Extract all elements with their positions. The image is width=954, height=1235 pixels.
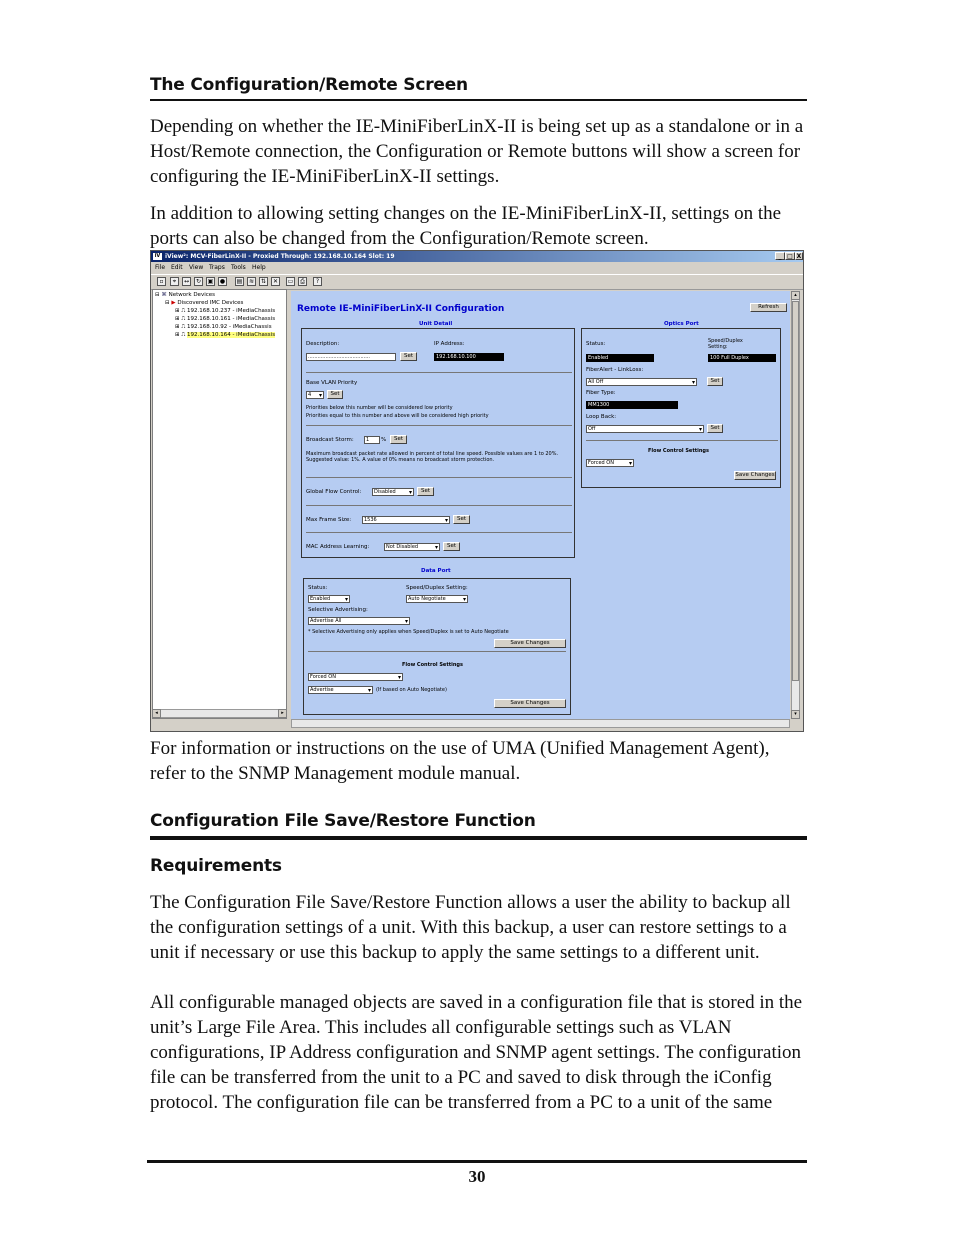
data-status-select[interactable]: Enabled ▾ bbox=[308, 595, 350, 603]
app-screenshot bbox=[150, 250, 804, 732]
divider bbox=[306, 505, 572, 506]
second-paragraph bbox=[150, 201, 810, 251]
divider bbox=[306, 372, 572, 373]
optics-status-label: Status: bbox=[586, 341, 606, 347]
mac-learning-select[interactable]: Not Disabled ▾ bbox=[384, 543, 440, 551]
toolbar bbox=[151, 274, 803, 290]
divider bbox=[308, 651, 566, 652]
ip-address-label: IP Address: bbox=[434, 341, 465, 347]
global-flow-control-select[interactable]: Disabled ▾ bbox=[372, 488, 414, 496]
tree-item-label: 192.168.10.164 - iMediaChassis bbox=[186, 332, 276, 338]
max-frame-size-select[interactable]: 1536 ▾ bbox=[362, 516, 450, 524]
fiberalert-label: FiberAlert - LinkLoss: bbox=[586, 367, 644, 373]
device-icon[interactable]: ▣ bbox=[207, 278, 214, 285]
vlan-priority-select[interactable]: 4 ▾ bbox=[306, 391, 324, 399]
optics-port-heading: Optics Port bbox=[664, 321, 699, 327]
main-vscroll[interactable] bbox=[791, 291, 800, 719]
page-number: 30 bbox=[468, 1167, 486, 1186]
optics-port-panel bbox=[581, 328, 781, 488]
loopback-set-button[interactable]: Set bbox=[707, 424, 723, 433]
section-heading-config-file: Configuration File Save/Restore Function bbox=[150, 811, 536, 831]
tree-item[interactable]: ⊞ ⎍ 192.168.10.92 - iMediaChassis bbox=[175, 324, 272, 330]
scroll-thumb[interactable] bbox=[792, 301, 799, 681]
vlan-priority-label: Base VLAN Priority bbox=[306, 380, 358, 386]
window-titlebar bbox=[151, 251, 803, 262]
intro-text: Depending on whether the IE-MiniFiberLinX-II is being set up as a standalone or in a Host/Remote connection, the Configuration or Remote buttons will show a screen for configuring the IE-MiniFiberLinX-II settings. bbox=[150, 116, 804, 187]
device-tree bbox=[152, 289, 287, 719]
tree-item[interactable]: ⊞ ⎍ 192.168.10.161 - iMediaChassis bbox=[175, 316, 276, 322]
heading-rule-thick bbox=[150, 836, 807, 840]
section-heading-configuration-remote: The Configuration/Remote Screen bbox=[150, 75, 468, 95]
data-status-label: Status: bbox=[308, 585, 328, 591]
vlan-set-button[interactable]: Set bbox=[327, 390, 343, 399]
optics-flow-title: Flow Control Settings bbox=[648, 448, 709, 454]
max-frame-size-label: Max Frame Size: bbox=[306, 517, 352, 523]
divider bbox=[586, 440, 778, 441]
refresh-button[interactable]: Refresh bbox=[750, 303, 787, 312]
network-icon[interactable]: ⌖ bbox=[170, 277, 179, 286]
optics-save-button[interactable]: Save Changes bbox=[735, 472, 775, 478]
tree-item-label: 192.168.10.237 - iMediaChassis bbox=[186, 308, 276, 314]
broadcast-storm-note: Maximum broadcast packet rate allowed in percent of total line speed. Possible values are 1 to 20%. Suggested value: 1%. A value of 0% means no broadcast storm protection. bbox=[306, 451, 559, 463]
optics-status-value: Enabled bbox=[586, 354, 654, 362]
close-button[interactable]: X bbox=[796, 253, 802, 260]
tree-root[interactable]: ⊟ ⌘ Network Devices bbox=[155, 292, 215, 298]
config-pane bbox=[291, 291, 790, 719]
fiber-type-value: MM1300 bbox=[586, 401, 678, 409]
intro-paragraph bbox=[150, 114, 810, 189]
fiberalert-set-button[interactable]: Set bbox=[707, 377, 723, 386]
ip-address-value: 192.168.10.100 bbox=[434, 353, 504, 361]
data-speed-select[interactable]: Auto Negotiate ▾ bbox=[406, 595, 468, 603]
mac-learning-label: MAC Address Learning: bbox=[306, 544, 370, 550]
app-icon: iV bbox=[154, 253, 161, 259]
imc-icon: ▶ bbox=[171, 300, 176, 306]
optics-flow-select[interactable]: Forced ON ▾ bbox=[586, 459, 634, 467]
managed-objects-paragraph bbox=[150, 990, 810, 1115]
menu-view[interactable]: View bbox=[189, 264, 204, 271]
tree-group[interactable]: ⊟ ▶ Discovered IMC Devices bbox=[165, 300, 244, 306]
menu-bar bbox=[151, 263, 803, 273]
vlan-note-low: Priorities below this number will be considered low priority bbox=[306, 405, 453, 411]
selective-advertising-select[interactable]: Advertise All ▾ bbox=[308, 617, 410, 625]
window-title: iView²: MCV-FiberLinX-II - Proxied Through: 192.168.10.164 Slot: 19 bbox=[165, 253, 395, 260]
help-icon[interactable]: ? bbox=[313, 277, 322, 286]
mac-set-button[interactable]: Set bbox=[443, 542, 460, 551]
description-input[interactable]: ....................................... bbox=[306, 353, 396, 361]
scroll-right-icon[interactable]: ▸ bbox=[278, 709, 287, 718]
managed-objects-text: All configurable managed objects are saved in a configuration file that is stored in the unit’s Large File Area. This includes all configurable settings such as VLAN configurations, IP Address configuration and SNMP agent settings. The configuration file can be transferred from the unit to a PC and saved to disk through the iConfig protocol. The configuration file can be transferred from a PC to a unit of the same bbox=[150, 992, 803, 1113]
new-icon[interactable]: ▫ bbox=[157, 277, 166, 286]
selective-advertising-label: Selective Advertising: bbox=[308, 607, 368, 613]
fiberalert-select[interactable]: All Off ▾ bbox=[586, 378, 697, 386]
scroll-left-icon[interactable]: ◂ bbox=[152, 709, 161, 718]
uma-text: For information or instructions on the use of UMA (Unified Management Agent), refer to the SNMP Management module manual. bbox=[150, 738, 770, 784]
data-port-panel bbox=[303, 578, 571, 715]
loopback-select[interactable]: Off ▾ bbox=[586, 425, 704, 433]
data-advertise-select[interactable]: Advertise ▾ bbox=[308, 686, 373, 694]
menu-traps[interactable]: Traps bbox=[209, 264, 225, 271]
delete-icon[interactable]: ✕ bbox=[272, 278, 279, 285]
trap-icon[interactable]: ▤ bbox=[236, 278, 243, 285]
requirements-text: The Configuration File Save/Restore Function allows a user the ability to backup all the configuration settings of a unit. With this backup, a user can restore settings to a unit if necessary or use this backup to apply the same settings to a different unit. bbox=[150, 892, 791, 963]
description-set-button[interactable]: Set bbox=[400, 352, 417, 361]
broadcast-storm-input[interactable]: 1 bbox=[364, 436, 380, 444]
mfs-set-button[interactable]: Set bbox=[453, 515, 470, 524]
subheading-requirements: Requirements bbox=[150, 856, 282, 876]
tree-item-label: 192.168.10.161 - iMediaChassis bbox=[186, 316, 276, 322]
refresh-icon[interactable]: ↻ bbox=[195, 278, 202, 285]
network-icon: ⌘ bbox=[161, 292, 167, 298]
data-port-heading: Data Port bbox=[421, 568, 451, 574]
divider bbox=[306, 425, 572, 426]
ping-icon[interactable]: ≋ bbox=[248, 278, 255, 285]
tree-root-label: Network Devices bbox=[168, 292, 215, 298]
heading-rule bbox=[150, 99, 807, 101]
optics-speed-label: Speed/Duplex Setting: bbox=[708, 338, 743, 350]
footer-rule bbox=[147, 1160, 807, 1163]
tree-item[interactable]: ⊞ ⎍ 192.168.10.237 - iMediaChassis bbox=[175, 308, 276, 314]
unit-detail-panel bbox=[301, 328, 575, 558]
main-hscroll[interactable] bbox=[291, 719, 790, 728]
tree-group-label: Discovered IMC Devices bbox=[177, 300, 244, 306]
data-flow-select[interactable]: Forced ON ▾ bbox=[308, 673, 403, 681]
divider bbox=[306, 532, 572, 533]
tree-item-label: 192.168.10.92 - iMediaChassis bbox=[186, 324, 272, 330]
optics-speed-value: 100 Full Duplex bbox=[708, 354, 776, 362]
tftp-icon[interactable]: ⇅ bbox=[260, 278, 267, 285]
unit-detail-heading: Unit Detail bbox=[419, 321, 453, 327]
menu-help[interactable]: Help bbox=[252, 264, 266, 271]
data-save-button-2[interactable]: Save Changes bbox=[494, 699, 566, 708]
loopback-label: Loop Back: bbox=[586, 414, 617, 420]
tree-item-selected[interactable]: ⊞ ⎍ 192.168.10.164 - iMediaChassis bbox=[175, 332, 276, 338]
broadcast-storm-label: Broadcast Storm: bbox=[306, 437, 354, 443]
print-icon[interactable]: ⎙ bbox=[298, 277, 307, 286]
data-flow-title: Flow Control Settings bbox=[402, 662, 463, 668]
fiber-type-label: Fiber Type: bbox=[586, 390, 616, 396]
selective-advertising-note: * Selective Advertising only applies when Speed/Duplex is set to Auto Negotiate bbox=[308, 629, 509, 635]
link-icon[interactable]: ↔ bbox=[183, 278, 190, 285]
gfc-set-button[interactable]: Set bbox=[417, 487, 434, 496]
menu-tools[interactable]: Tools bbox=[231, 264, 246, 271]
menu-file[interactable]: File bbox=[155, 264, 166, 271]
storm-set-button[interactable]: Set bbox=[390, 435, 407, 444]
scroll-down-icon[interactable]: ▾ bbox=[791, 710, 800, 719]
vlan-note-high: Priorities equal to this number and above will be considered high priority bbox=[306, 413, 489, 419]
globe-icon[interactable]: ● bbox=[219, 278, 226, 285]
second-text: In addition to allowing setting changes on the IE-MiniFiberLinX-II, settings on the ports can also be changed from the Configuration/Remote screen. bbox=[150, 203, 782, 249]
menu-edit[interactable]: Edit bbox=[171, 264, 183, 271]
data-save-button-1[interactable]: Save Changes bbox=[494, 639, 566, 648]
maximize-button[interactable]: □ bbox=[785, 252, 795, 260]
data-advertise-note: (If based on Auto Negotiate) bbox=[376, 687, 447, 693]
broadcast-storm-unit: % bbox=[381, 437, 387, 443]
minimize-button[interactable]: _ bbox=[775, 252, 785, 260]
global-flow-control-label: Global Flow Control: bbox=[306, 489, 362, 495]
scroll-up-icon[interactable]: ▴ bbox=[791, 291, 800, 300]
description-label: Description: bbox=[306, 341, 340, 347]
screen-icon[interactable]: ▭ bbox=[287, 278, 294, 285]
divider bbox=[306, 477, 572, 478]
requirements-paragraph bbox=[150, 890, 800, 965]
uma-paragraph bbox=[150, 736, 810, 786]
tree-hscroll[interactable] bbox=[152, 709, 287, 718]
data-speed-label: Speed/Duplex Setting: bbox=[406, 585, 468, 591]
config-title: Remote IE-MiniFiberLinX-II Configuration bbox=[297, 304, 505, 314]
